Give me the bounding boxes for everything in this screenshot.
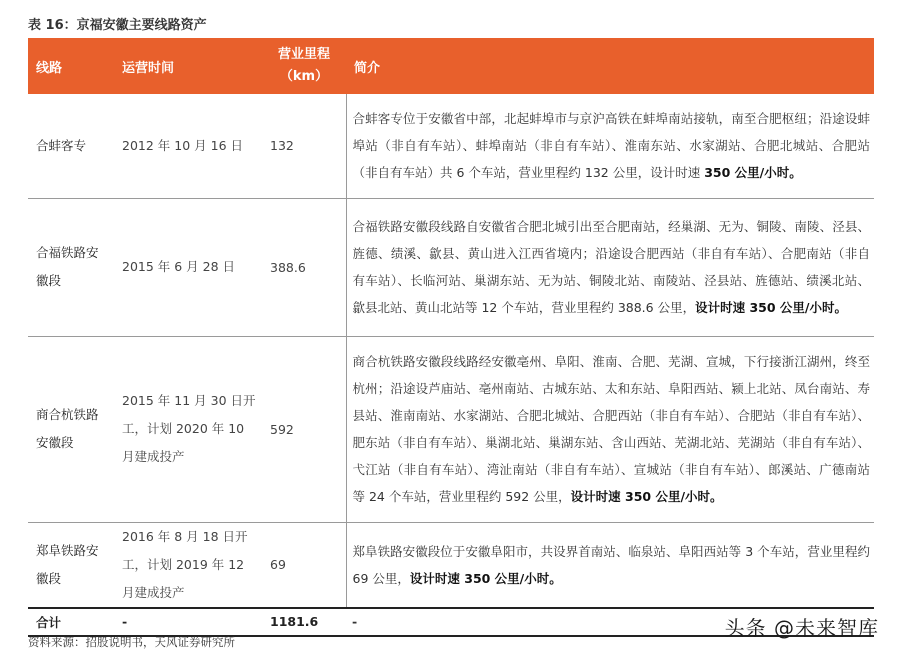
row-line-name: 郑阜铁路安徽段 — [28, 522, 114, 608]
row-km: 388.6 — [262, 198, 346, 336]
header-intro: 简介 — [346, 38, 874, 94]
source-note: 资料来源：招股说明书，天风证券研究所 — [28, 635, 235, 649]
row-km: 132 — [262, 94, 346, 198]
row-description-speed: 设计时速 350 公里/小时。 — [409, 570, 562, 586]
header-line: 线路 — [28, 38, 114, 94]
row-op-time: 2015 年 6 月 28 日 — [114, 198, 262, 336]
table-header-row — [28, 38, 874, 94]
row-line-name: 合蚌客专 — [28, 94, 114, 198]
total-label: 合计 — [28, 608, 114, 636]
row-description — [346, 198, 874, 336]
row-op-time: 2015 年 11 月 30 日开工，计划 2020 年 10 月建成投产 — [114, 336, 262, 522]
row-description-text: 郑阜铁路安徽段位于安徽阜阳市，共设界首南站、临泉站、阜阳西站等 3 个车站，营业里程约 69 公里， — [352, 543, 870, 586]
row-description — [346, 336, 874, 522]
row-description — [346, 94, 874, 198]
row-description-speed: 设计时速 350 公里/小时。 — [570, 489, 723, 504]
table-row — [28, 94, 874, 198]
header-km-unit: （km） — [279, 69, 329, 84]
total-op-time: - — [114, 608, 262, 636]
total-description: - — [346, 608, 874, 636]
table-row — [28, 198, 874, 336]
header-km — [262, 38, 346, 94]
row-description-text: 合蚌客专位于安徽省中部，北起蚌埠市与京沪高铁在蚌埠南站接轨，南至合肥枢纽；沿途设蚌埠站（非自有车站）、蚌埠南站（非自有车站）、淮南东站、水家湖站、合肥北城站、合肥站（非自有车站）共 6 个车站，营业里程约 132 公里，设计时速 — [352, 111, 870, 181]
row-line-name: 商合杭铁路安徽段 — [28, 336, 114, 522]
assets-table — [28, 38, 874, 637]
row-op-time: 2016 年 8 月 18 日开工，计划 2019 年 12 月建成投产 — [114, 522, 262, 608]
row-description-speed: 350 公里/小时。 — [704, 165, 802, 181]
row-op-time: 2012 年 10 月 16 日 — [114, 94, 262, 198]
header-km-label: 营业里程 — [277, 47, 330, 62]
row-line-name: 合福铁路安徽段 — [28, 198, 114, 336]
row-description-text: 商合杭铁路安徽段线路经安徽亳州、阜阳、淮南、合肥、芜湖、宣城，下行接浙江湖州，终至杭州；沿途设芦庙站、亳州南站、古城东站、太和东站、阜阳西站、颍上北站、凤台南站、寿县站、淮南南站、水家湖站、合肥北城站、合肥西站（非自有车站）、合肥站（非自有车站）、肥东站（非自有车站）、巢湖北站、巢湖东站、含山西站、芜湖北站、芜湖站（非自有车站）、弋江站（非自有车站）、湾沚南站（非自有车站）、宣城站（非自有车站）、郎溪站、广德南站等 24 个车站，营业里程约 592 公里， — [352, 354, 870, 504]
row-km: 69 — [262, 522, 346, 608]
watermark: 头条 @未来智库 — [724, 616, 879, 640]
table-title: 表 16：京福安徽主要线路资产 — [28, 18, 207, 33]
row-description — [346, 522, 874, 608]
table-row — [28, 522, 874, 608]
row-km: 592 — [262, 336, 346, 522]
header-op-time: 运营时间 — [114, 38, 262, 94]
row-description-speed: 设计时速 350 公里/小时。 — [695, 300, 847, 315]
row-description-text: 合福铁路安徽段线路自安徽省合肥北城引出至合肥南站，经巢湖、无为、铜陵、南陵、泾县、旌德、绩溪、歙县、黄山进入江西省境内；沿途设合肥西站（非自有车站）、合肥南站（非自有车站）、长临河站、巢湖东站、无为站、铜陵北站、南陵站、泾县站、旌德站、绩溪北站、歙县北站、黄山北站等 12 个车站，营业里程约 388.6 公里， — [352, 219, 870, 315]
total-km: 1181.6 — [262, 608, 346, 636]
table-row — [28, 336, 874, 522]
